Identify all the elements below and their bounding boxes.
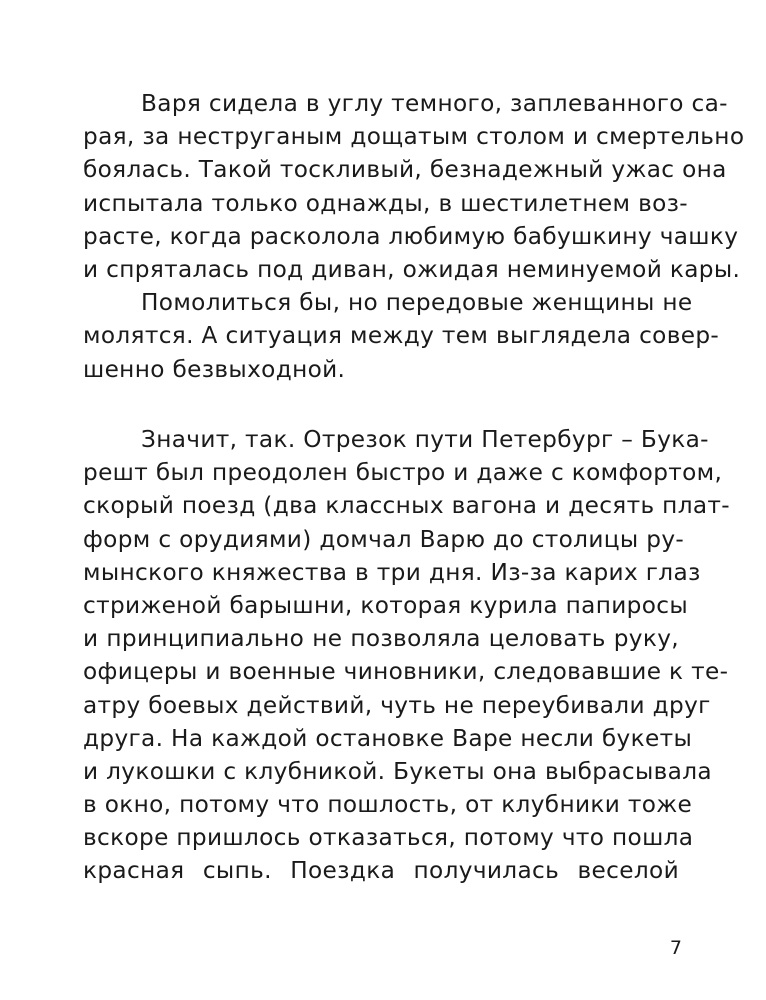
text-line: шенно безвыходной. xyxy=(83,355,346,383)
text-line: расте, когда расколола любимую бабушкину чашку xyxy=(83,222,739,250)
text-line: молятся. А ситуация между тем выглядела совер- xyxy=(83,322,720,350)
paragraph-3 xyxy=(83,423,730,888)
text-line: и лукошки с клубникой. Букеты она выбрасывала xyxy=(83,757,712,785)
text-line: друга. На каждой остановке Варе несли букеты xyxy=(83,724,693,752)
text-line: скорый поезд (два классных вагона и десять плат- xyxy=(83,492,730,520)
text-line: и принципиально не позволяла целовать руку, xyxy=(83,625,679,653)
text-block-top xyxy=(83,87,745,386)
text-line: боялась. Такой тоскливый, безнадежный ужас она xyxy=(83,156,727,184)
text-line: красная сыпь. Поездка получилась веселой xyxy=(83,857,679,885)
text-line: испытала только однажды, в шестилетнем воз- xyxy=(83,189,689,217)
text-line: офицеры и военные чиновники, следовавшие к те- xyxy=(83,658,729,686)
text-line: вскоре пришлось отказаться, потому что пошла xyxy=(83,824,694,852)
text-line: решт был преодолен быстро и даже с комфортом, xyxy=(83,459,723,487)
text-line: Значит, так. Отрезок пути Петербург – Бука- xyxy=(141,426,709,453)
text-line: атру боевых действий, чуть не переубивали друг xyxy=(83,691,711,719)
text-line: форм с орудиями) домчал Варю до столицы ру- xyxy=(83,525,685,553)
text-line: рая, за неструганым дощатым столом и смертельно xyxy=(83,123,745,151)
text-line: Помолиться бы, но передовые женщины не xyxy=(141,289,693,317)
paragraph-2 xyxy=(83,286,720,386)
paragraph-1 xyxy=(83,87,745,286)
text-block-bottom xyxy=(83,423,730,888)
text-line: в окно, потому что пошлость, от клубники тоже xyxy=(83,791,693,819)
text-line: стриженой барышни, которая курила папиросы xyxy=(83,591,689,619)
text-line: мынского княжества в три дня. Из-за карих глаз xyxy=(83,558,701,586)
text-line: и спряталась под диван, ожидая неминуемой кары. xyxy=(83,255,741,283)
text-line: Варя сидела в углу темного, заплеванного са- xyxy=(141,90,728,117)
page-number: 7 xyxy=(669,937,682,959)
